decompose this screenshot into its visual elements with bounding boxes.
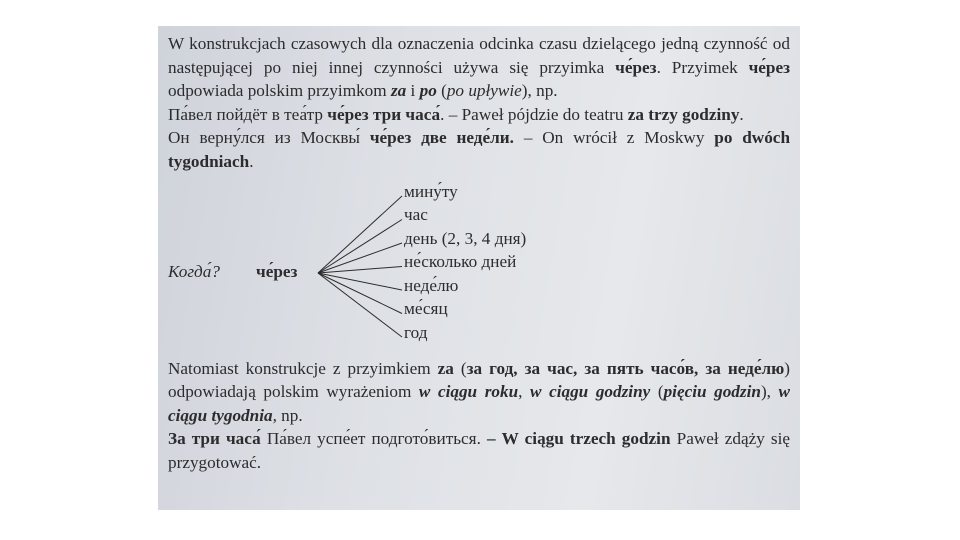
diagram-option: день (2, 3, 4 дня)	[404, 228, 527, 248]
keyword-cherez: че́рез	[615, 57, 657, 77]
example-sentence-2: Он верну́лся из Москвы́ че́рез две неде́ли. – On wrócił z Moskwy po dwóch tygodniach.	[168, 128, 790, 171]
branch-line	[318, 243, 402, 273]
textbook-page	[158, 26, 800, 510]
branch-line	[318, 273, 402, 290]
example-sentence-1: Па́вел пойдёт в теа́тр че́рез три часа́. – Paweł pójdzie do teatru za trzy godziny.	[168, 104, 744, 124]
branch-line	[318, 273, 402, 314]
diagram-hub-word: че́рез	[256, 261, 298, 281]
diagram-option: не́сколько дней	[404, 252, 517, 272]
example-sentence-3: За три часа́ Па́вел успе́ет подгото́виться. – W ciągu trzech godzin Paweł zdąży się przygotować.	[168, 429, 791, 472]
branch-line	[318, 219, 402, 273]
intro-paragraph: W konstrukcjach czasowych dla oznaczenia odcinka czasu dzielącego jedną czynność od następującej po niej innej czynności używa się przyimka че́рез. Przyimek че́рез odpowiada polskim przyimkom za i po (po upływie), np.	[168, 34, 791, 101]
diagram-option: час	[404, 205, 428, 225]
branch-line	[318, 266, 402, 273]
cherez-diagram	[168, 177, 790, 353]
branch-line	[318, 273, 402, 337]
diagram-question: Когда́?	[168, 261, 220, 281]
branch-line	[318, 196, 402, 273]
diagram-branch-lines	[168, 177, 408, 353]
za-paragraph: Natomiast konstrukcje z przyimkiem za (за год, за час, за пять часо́в, за неде́лю) odpowiadają polskim wyrażeniom w ciągu roku, w ciągu godziny (pięciu godzin), w ciągu tygodnia, np.	[168, 358, 791, 425]
diagram-option: год	[404, 322, 428, 342]
diagram-option: ме́сяц	[404, 299, 448, 319]
diagram-option: мину́ту	[404, 181, 458, 201]
diagram-option: неде́лю	[404, 275, 459, 295]
